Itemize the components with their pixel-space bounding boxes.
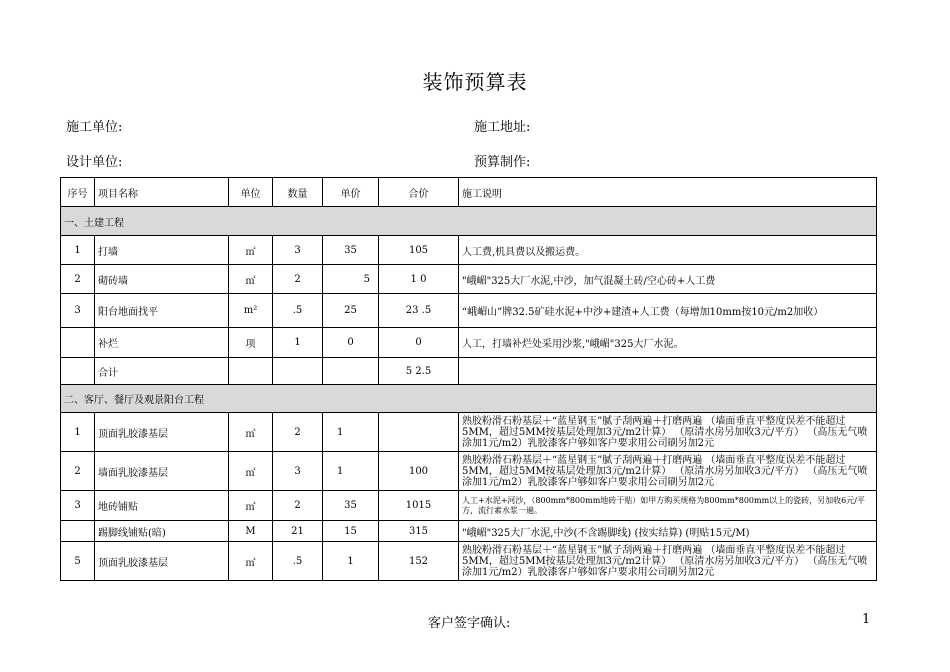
cell-price: 1 <box>323 542 379 581</box>
header-name: 项目名称 <box>95 178 229 207</box>
cell-no <box>61 521 95 542</box>
cell-desc: 熟胶粉滑石粉基层＋“蓝星钢玉”腻子刮两遍＋打磨两遍 （墙面垂直平整度误差不能超过5MM，超过5MM按基层处理加3元/m2计算） （原清水房另加收3元/平方） （高压无气喷涂加1元/m2）乳胶漆客户够如客户要求用公司刷另加2元 <box>459 542 877 581</box>
cell-unit: ㎡ <box>229 236 273 265</box>
cell-name: 补烂 <box>95 328 229 358</box>
cell-unit: m² <box>229 294 273 328</box>
cell-no: 2 <box>61 265 95 294</box>
cell-unit: ㎡ <box>229 491 273 521</box>
header-unit: 单位 <box>229 178 273 207</box>
section-title: 一、土建工程 <box>61 207 877 236</box>
cell-unit <box>229 358 273 385</box>
cell-desc: “峨嵋山”牌32.5矿硅水泥+中沙+建渣+人工费（每增加10mm按10元/m2加收） <box>459 294 877 328</box>
cell-total: 105 <box>379 236 459 265</box>
table-header-row <box>61 178 877 207</box>
page-title: 装饰预算表 <box>422 70 528 94</box>
cell-name: 顶面乳胶漆基层 <box>95 413 229 452</box>
construction-address-label: 施工地址: <box>474 120 531 135</box>
section-title: 二、客厅、餐厅及观景阳台工程 <box>61 385 877 413</box>
cell-total: 1 0 <box>379 265 459 294</box>
table-row <box>61 452 877 491</box>
cell-price: 35 <box>323 491 379 521</box>
header-total: 合价 <box>379 178 459 207</box>
cell-qty: 2 <box>273 265 323 294</box>
cell-total: 152 <box>379 542 459 581</box>
cell-price: 0 <box>323 328 379 358</box>
table-row <box>61 236 877 265</box>
cell-unit: ㎡ <box>229 265 273 294</box>
table-row <box>61 542 877 581</box>
table-row <box>61 328 877 358</box>
cell-no: 3 <box>61 491 95 521</box>
cell-desc: 人工费,机具费以及搬运费。 <box>459 236 877 265</box>
cell-name: 阳台地面找平 <box>95 294 229 328</box>
cell-desc: "峨嵋"325大厂水泥,中沙(不含踢脚线) (按实结算) (明贴15元/M) <box>459 521 877 542</box>
cell-qty: 21 <box>273 521 323 542</box>
cell-total: 5 2.5 <box>379 358 459 385</box>
cell-total: 23 .5 <box>379 294 459 328</box>
budget-table <box>60 177 877 581</box>
cell-desc: 人工，打墙补烂处采用沙浆,"峨嵋"325大厂水泥。 <box>459 328 877 358</box>
cell-price: 15 <box>323 521 379 542</box>
header-price: 单价 <box>323 178 379 207</box>
cell-name: 合计 <box>95 358 229 385</box>
cell-name: 打墙 <box>95 236 229 265</box>
cell-qty: 3 <box>273 452 323 491</box>
cell-unit: ㎡ <box>229 542 273 581</box>
cell-price <box>323 358 379 385</box>
customer-signature-label: 客户签字确认: <box>428 616 511 631</box>
section-header <box>61 385 877 413</box>
cell-price: 35 <box>323 236 379 265</box>
cell-unit: 项 <box>229 328 273 358</box>
design-unit-label: 设计单位: <box>66 155 123 170</box>
construction-unit-label: 施工单位: <box>66 120 123 135</box>
cell-price: 5 <box>323 265 379 294</box>
cell-no: 5 <box>61 542 95 581</box>
cell-name: 砌砖墙 <box>95 265 229 294</box>
cell-desc <box>459 358 877 385</box>
table-row <box>61 294 877 328</box>
cell-qty: 3 <box>273 236 323 265</box>
table-row <box>61 491 877 521</box>
cell-no <box>61 328 95 358</box>
cell-desc: "峨嵋"325大厂水泥,中沙，加气混凝土砖/空心砖+人工费 <box>459 265 877 294</box>
cell-name: 地砖铺贴 <box>95 491 229 521</box>
budget-by-label: 预算制作: <box>474 155 531 170</box>
cell-qty: 2 <box>273 413 323 452</box>
cell-desc: 熟胶粉滑石粉基层＋“蓝星钢玉”腻子刮两遍＋打磨两遍 （墙面垂直平整度误差不能超过5MM，超过5MM按基层处理加3元/m2计算） （原清水房另加收3元/平方） （高压无气喷涂加1元/m2）乳胶漆客户够如客户要求用公司刷另加2元 <box>459 413 877 452</box>
table-row <box>61 265 877 294</box>
cell-total: 1015 <box>379 491 459 521</box>
cell-price: 1 <box>323 452 379 491</box>
cell-name: 踢脚线铺贴(暗) <box>95 521 229 542</box>
cell-total <box>379 413 459 452</box>
table-row <box>61 413 877 452</box>
cell-no: 1 <box>61 236 95 265</box>
cell-qty: .5 <box>273 294 323 328</box>
cell-name: 墙面乳胶漆基层 <box>95 452 229 491</box>
cell-total: 0 <box>379 328 459 358</box>
page-number: 1 <box>862 612 871 627</box>
cell-no: 1 <box>61 413 95 452</box>
cell-unit: ㎡ <box>229 413 273 452</box>
subtotal-row <box>61 358 877 385</box>
cell-unit: M <box>229 521 273 542</box>
cell-no <box>61 358 95 385</box>
header-desc: 施工说明 <box>459 178 877 207</box>
cell-qty: .5 <box>273 542 323 581</box>
cell-no: 2 <box>61 452 95 491</box>
section-header <box>61 207 877 236</box>
cell-desc: 人工+水泥+河沙，（800mm*800mm地砖干贴）如甲方购买规格为800mm*800mm以上的瓷砖，另加收6元/平方，流行素水浆一遍。 <box>459 491 877 521</box>
cell-price: 25 <box>323 294 379 328</box>
cell-qty: 1 <box>273 328 323 358</box>
cell-price: 1 <box>323 413 379 452</box>
header-qty: 数量 <box>273 178 323 207</box>
table-row <box>61 521 877 542</box>
header-no: 序号 <box>61 178 95 207</box>
cell-total: 100 <box>379 452 459 491</box>
cell-unit: ㎡ <box>229 452 273 491</box>
cell-total: 315 <box>379 521 459 542</box>
cell-no: 3 <box>61 294 95 328</box>
cell-qty: 2 <box>273 491 323 521</box>
cell-qty <box>273 358 323 385</box>
cell-desc: 熟胶粉滑石粉基层＋“蓝星钢玉”腻子刮两遍＋打磨两遍 （墙面垂直平整度误差不能超过5MM，超过5MM按基层处理加3元/m2计算） （原清水房另加收3元/平方） （高压无气喷涂加1元/m2）乳胶漆客户够如客户要求用公司刷另加2元 <box>459 452 877 491</box>
cell-name: 顶面乳胶漆基层 <box>95 542 229 581</box>
